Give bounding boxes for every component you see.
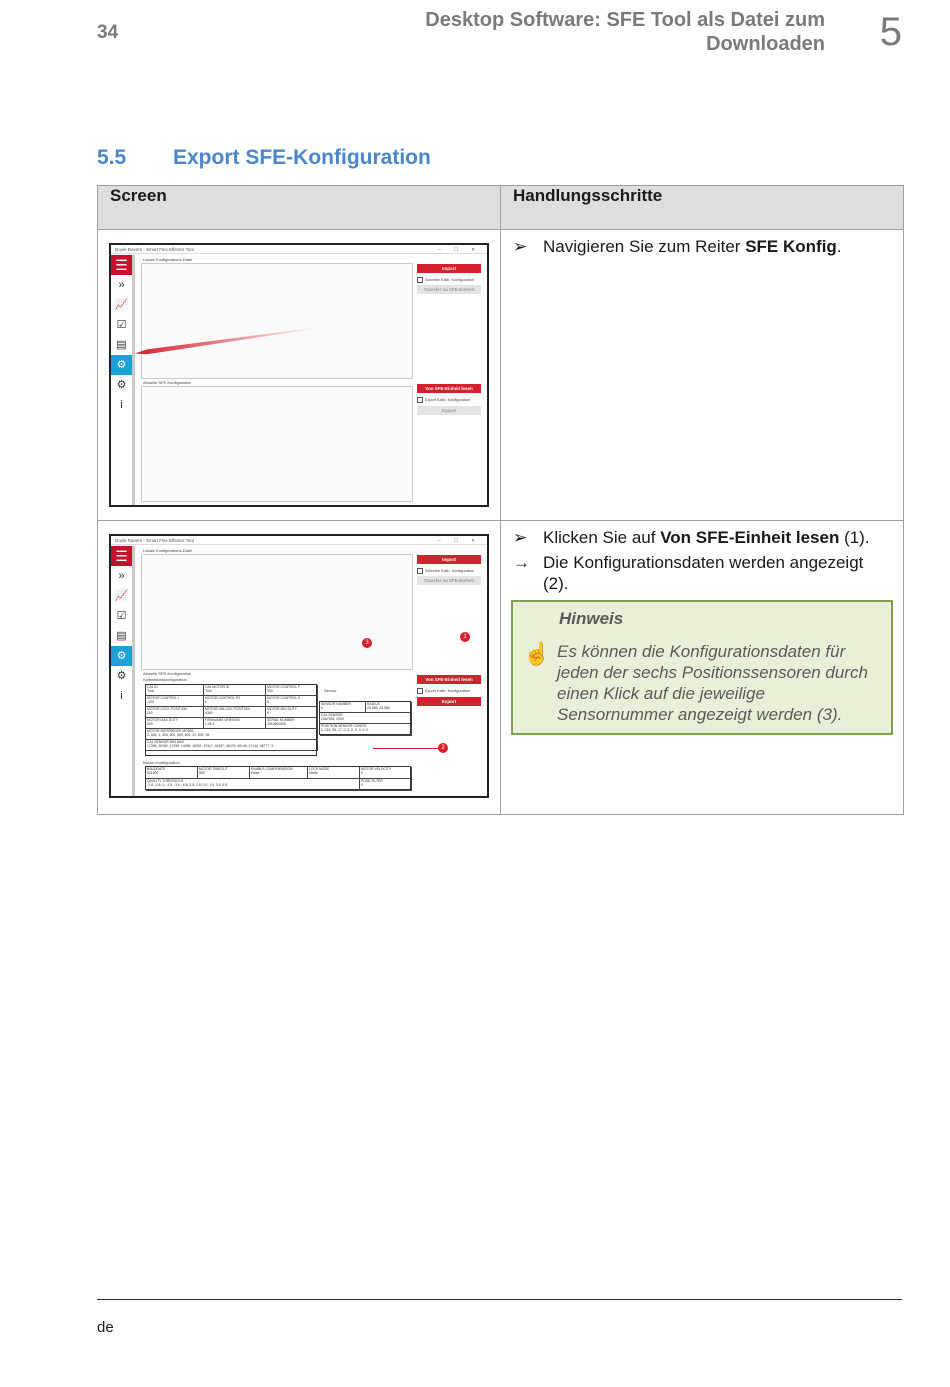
checklist-icon: ☑ [116,610,127,622]
calib-config-table: CAL ID True CAL MOTOR ID True MOTOR CONTROL F 300 MOTOR CONTROL I -100 MOTOR CONTROL P2 0 MOTOR CONTROL D 5 MOTOR LOCK POSITION 100 MOTOR UNLOCK POSITION 4369 MOTOR MIN DUTY 6 MOTOR MAX DUTY 600 FIRMWARE VERSION 1.26.3 SERIAL NUMBER 2010600000 MOTOR REFERENCE MODEL 0, 306, 1, 300, 600, 300, 601, 22, 600, 26 CAL SENSOR MIN MAX 17396, 16182, 17286, 14496, 16301, 13117, 46167, 46475, 46146, 37144, 46777, 3 [145,684,317,756]
calib-config-label: Kalibrationskonfiguration [143,677,187,682]
hamburger-menu-icon: ☰ [111,546,132,566]
screenshot-cell [98,521,501,815]
running-title-line1: Desktop Software: SFE Tool als Datei zum [425,9,825,31]
sfe-config-gears-icon: ⚙ [111,355,132,375]
steps-table [97,185,904,815]
transfer-button: Transfer zu SFE-Einheit [417,285,481,294]
note-content [523,641,881,725]
chevrons-right-icon: » [118,570,125,582]
step-item [511,236,893,257]
note-title: Hinweis [559,609,624,628]
current-config-label: Aktuelle SFE-Konfiguration [143,380,192,385]
footer-rule [97,1299,902,1300]
step-text [543,236,842,257]
section-title: Export SFE-Konfiguration [173,146,431,169]
export-calib-checkbox: Export Kalib. Konfiguration [417,397,481,403]
step-text-bold: SFE Konfig [745,237,837,256]
step-text-suffix: (1). [839,528,870,547]
step-text-prefix: Klicken Sie auf [543,528,661,547]
window-title: Doyle Raverti - Smart Flex Effector Tool [115,538,194,543]
language-code: de [97,1319,114,1336]
current-config-label: Aktuelle SFE-Konfiguration [143,671,192,676]
local-files-label: Lokale Konfigurations-Datei [143,548,193,553]
settings-gear-icon: ⚙ [116,670,127,682]
checklist-icon: ☑ [116,319,127,331]
read-from-sfe-button: Von SFE-Einheit lesen [417,384,481,393]
chapter-number: 5 [879,10,902,54]
step-text-prefix: Navigieren Sie zum Reiter [543,237,746,256]
import-button: Import [417,555,481,564]
step-item [511,527,893,548]
callout-2: 2 [438,743,448,753]
result-text: Die Konfigurationsdaten werden angezeigt (2). [543,553,864,593]
note-text: Es können die Konfigurationsdaten für jeden der sechs Positionssensoren durch einen Klick auf die jeweilige Sensornummer angezeigt werden (3). [557,642,868,724]
window-titlebar [111,536,487,545]
table-row [98,230,904,521]
chart-line-icon: 📈 [114,299,129,311]
chart-line-icon: 📈 [114,590,129,602]
section-number: 5.5 [97,146,127,169]
running-title-line2: Downloaden [706,33,825,55]
steps-cell [501,521,904,815]
step-text-suffix: . [836,237,842,256]
column-header-screen: Screen [98,186,501,230]
window-titlebar [111,245,487,254]
pointing-hand-icon: ☝ [523,641,551,666]
callout-2-line [373,748,439,749]
window-controls: – ☐ ✕ [438,247,481,252]
read-from-sfe-button: Von SFE-Einheit lesen [417,675,481,684]
step-text-bold: Von SFE-Einheit lesen [660,528,840,547]
running-title [365,8,825,56]
current-config-panel [141,386,413,502]
note-box [511,600,893,735]
export-calib-checkbox: Export Kalib. Konfiguration [417,688,481,694]
clipboard-icon: ▤ [116,339,127,351]
export-button-disabled: Export [417,406,481,415]
window-title: Doyle Raverti - Smart Flex Effector Tool [115,247,194,252]
local-files-label: Lokale Konfigurations-Datei [143,257,193,262]
info-icon: i [120,399,123,411]
transfer-button: Transfer zu SFE-Einheit [417,576,481,585]
steps-cell [501,230,904,521]
local-files-panel [141,554,413,670]
page-number: 34 [97,22,119,43]
arrowhead-bullet-icon: ➢ [513,237,528,256]
callout-3: 3 [362,638,372,648]
section-heading [97,146,431,170]
write-calib-checkbox: Schreibe Kalib. Konfiguration [417,568,481,574]
clipboard-icon: ▤ [116,630,127,642]
step-text [543,527,870,548]
result-arrow-icon: → [513,553,530,572]
info-icon: i [120,690,123,702]
app-screenshot-1 [109,243,489,507]
local-files-panel [141,263,413,379]
write-calib-checkbox: Schreibe Kalib. Konfiguration [417,277,481,283]
column-header-steps: Handlungsschritte [501,186,904,230]
callout-1: 1 [460,632,470,642]
sensor-selector-label: Sensor [324,688,337,693]
user-config-table: BAUDRATE 921600 MOTOR TIMEOUT 500 ENABLE COMPENSATION False LOCK MODE Stella MOTOR VELOCITY 0 QUALITY THRESHOLD -2.8, -2.8, 0, -3.5, -3.6, -6.8, 2.8, 2.8, 0.2, 1.5, 3.4, 6.8 POSE FILTER 0 [145,766,411,790]
sidebar [111,255,135,505]
table-row [98,521,904,815]
sfe-config-gears-icon: ⚙ [111,646,132,666]
hamburger-menu-icon: ☰ [111,255,132,275]
settings-gear-icon: ⚙ [116,379,127,391]
arrowhead-bullet-icon: ➢ [513,528,528,547]
sidebar [111,546,135,796]
window-controls: – ☐ ✕ [438,538,481,543]
import-button: Import [417,264,481,273]
chevrons-right-icon: » [118,279,125,291]
screenshot-cell [98,230,501,521]
export-button: Export [417,697,481,706]
user-config-label: Nutzer-Konfiguration [143,760,180,765]
sensor-config-table: SENSOR NUMBER 0 RADIUS 23.965, 23.966 CAL SENSOR 23a7908, 2000 POSITION SENSOR CONFIG 0, 218, 96, 17, 0, 0, 0, 0, 0, 0, 0 [319,701,411,735]
result-item [511,552,893,594]
app-screenshot-2 [109,534,489,798]
